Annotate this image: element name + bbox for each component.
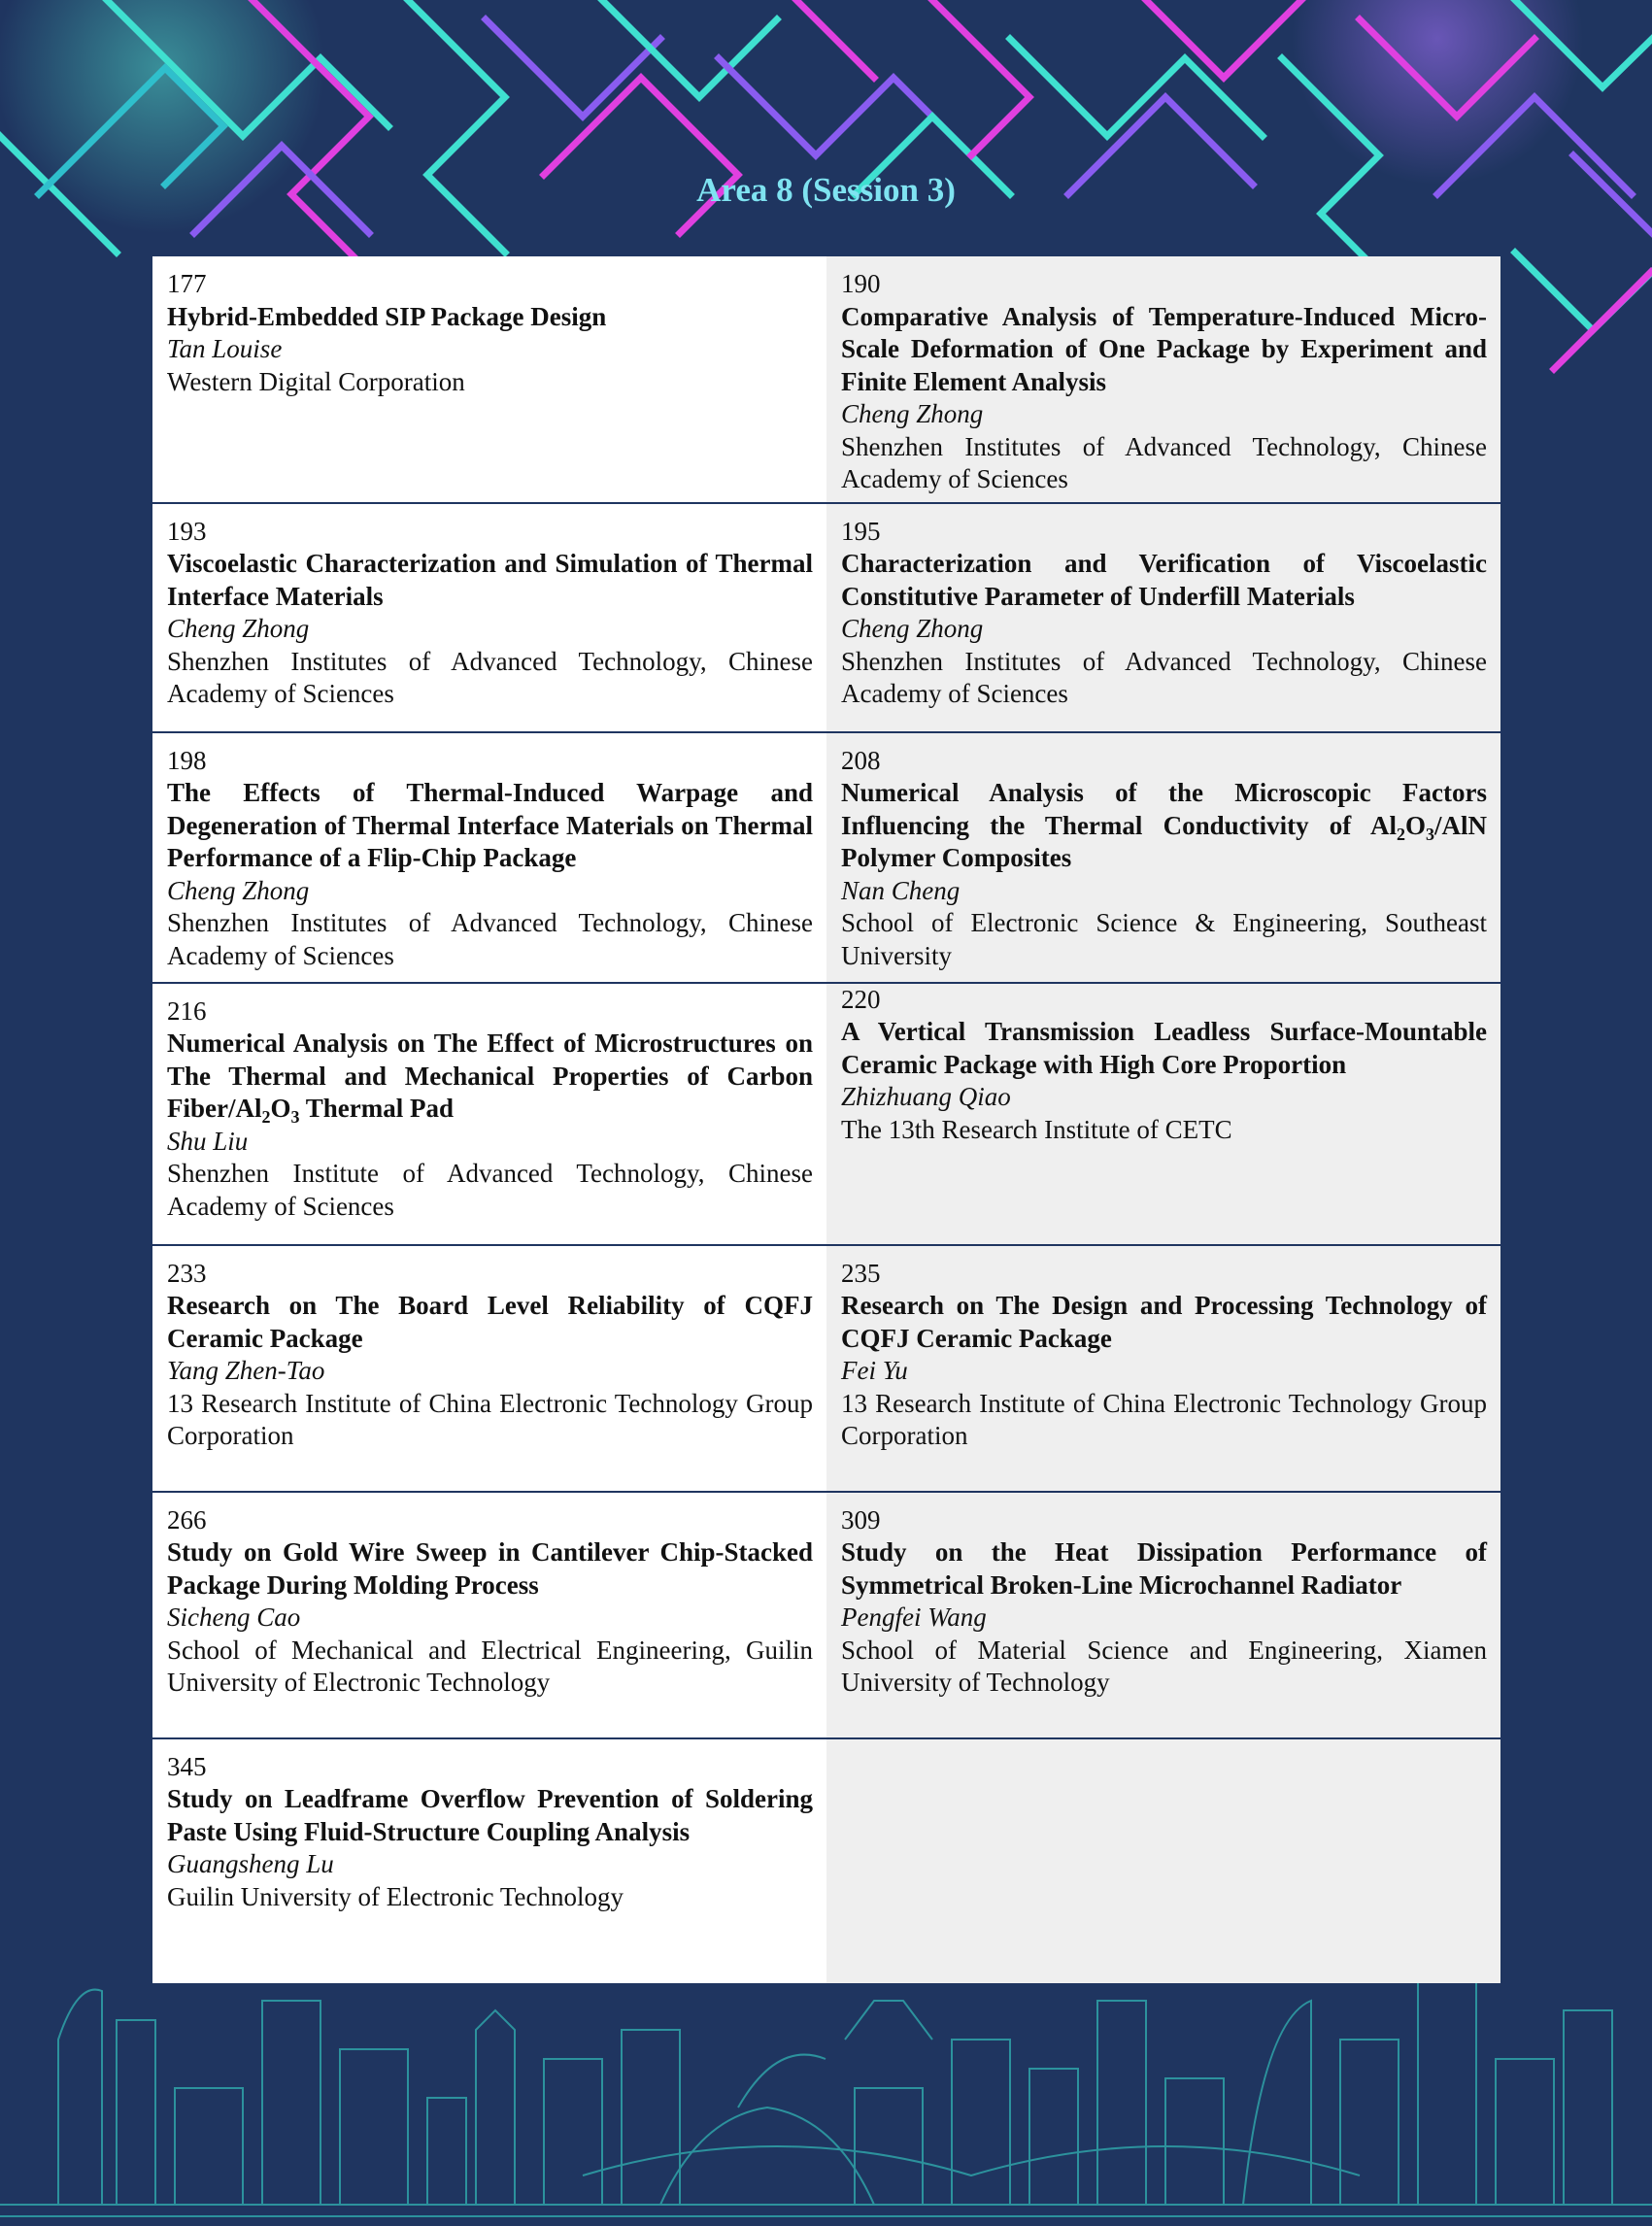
paper-affiliation: Shenzhen Institute of Advanced Technology, Chinese Academy of Sciences xyxy=(167,1159,813,1221)
paper-affiliation: 13 Research Institute of China Electronic Technology Group Corporation xyxy=(841,1388,1487,1450)
paper-id: 208 xyxy=(841,745,881,775)
paper-id: 198 xyxy=(167,745,207,775)
paper-title xyxy=(167,1028,813,1126)
paper-affiliation: Shenzhen Institutes of Advanced Technology, Chinese Academy of Sciences xyxy=(841,646,1487,708)
session-title: Area 8 (Session 3) xyxy=(696,171,956,209)
paper-author: Shu Liu xyxy=(167,1126,249,1156)
empty-cell xyxy=(826,1738,1500,1983)
subscript: 3 xyxy=(1426,824,1434,844)
paper-title: Comparative Analysis of Temperature-Induced Micro-Scale Deformation of One Package by Experiment and Finite Element Analysis xyxy=(841,301,1487,396)
paper-cell xyxy=(152,1492,826,1738)
paper-author: Yang Zhen-Tao xyxy=(167,1356,325,1385)
paper-id: 190 xyxy=(841,269,881,298)
paper-title: The Effects of Thermal-Induced Warpage and Degeneration of Thermal Interface Materials on Thermal Performance of a Flip-Chip Package xyxy=(167,778,813,872)
paper-affiliation: The 13th Research Institute of CETC xyxy=(841,1114,1232,1144)
paper-affiliation: School of Electronic Science & Engineering, Southeast University xyxy=(841,908,1487,970)
paper-affiliation: Shenzhen Institutes of Advanced Technology, Chinese Academy of Sciences xyxy=(167,646,813,708)
table-row xyxy=(152,983,1500,1245)
paper-cell xyxy=(152,1245,826,1492)
paper-cell xyxy=(826,1245,1500,1492)
paper-title: A Vertical Transmission Leadless Surface-Mountable Ceramic Package with High Core Proportion xyxy=(841,1017,1487,1079)
title-text: /AlN Polymer Composites xyxy=(841,810,1487,872)
subscript: 3 xyxy=(290,1107,300,1127)
paper-author: Cheng Zhong xyxy=(841,399,984,428)
paper-affiliation: School of Mechanical and Electrical Engineering, Guilin University of Electronic Technology xyxy=(167,1635,813,1697)
title-text: O xyxy=(1404,810,1426,840)
paper-table xyxy=(152,256,1500,1983)
table-row xyxy=(152,503,1500,732)
paper-author: Sicheng Cao xyxy=(167,1602,301,1632)
paper-author: Cheng Zhong xyxy=(167,875,310,905)
table-row xyxy=(152,256,1500,503)
paper-id: 266 xyxy=(167,1504,207,1535)
paper-affiliation: Shenzhen Institutes of Advanced Technology, Chinese Academy of Sciences xyxy=(167,908,813,970)
paper-cell xyxy=(152,983,826,1245)
paper-id: 216 xyxy=(167,995,207,1026)
table-row xyxy=(152,1245,1500,1492)
paper-title: Study on the Heat Dissipation Performance of Symmetrical Broken-Line Microchannel Radiator xyxy=(841,1537,1487,1600)
subscript: 2 xyxy=(1396,824,1405,844)
paper-author: Cheng Zhong xyxy=(167,614,310,643)
paper-affiliation: Western Digital Corporation xyxy=(167,366,465,396)
paper-affiliation: Guilin University of Electronic Technology xyxy=(167,1881,624,1911)
paper-cell xyxy=(826,256,1500,503)
paper-cell xyxy=(826,983,1500,1245)
table-row xyxy=(152,1492,1500,1738)
paper-author: Fei Yu xyxy=(841,1356,908,1385)
paper-id: 233 xyxy=(167,1258,207,1288)
paper-affiliation: Shenzhen Institutes of Advanced Technology, Chinese Academy of Sciences xyxy=(841,431,1487,493)
title-text: O xyxy=(270,1094,291,1123)
paper-id: 235 xyxy=(841,1258,881,1288)
table-row xyxy=(152,732,1500,983)
paper-title xyxy=(841,777,1487,875)
title-text: Numerical Analysis of the Microscopic Factors Influencing the Thermal Conductivity of Al xyxy=(841,778,1487,840)
title-text: Numerical Analysis on The Effect of Microstructures on The Thermal and Mechanical Properties of Carbon Fiber/Al xyxy=(167,1029,813,1123)
title-text: Thermal Pad xyxy=(299,1094,455,1123)
paper-title: Study on Gold Wire Sweep in Cantilever Chip-Stacked Package During Molding Process xyxy=(167,1537,813,1600)
paper-title: Research on The Design and Processing Technology of CQFJ Ceramic Package xyxy=(841,1291,1487,1353)
paper-affiliation: 13 Research Institute of China Electronic Technology Group Corporation xyxy=(167,1388,813,1450)
paper-cell xyxy=(152,1738,826,1983)
paper-cell xyxy=(826,1492,1500,1738)
paper-id: 309 xyxy=(841,1504,881,1535)
paper-author: Guangsheng Lu xyxy=(167,1849,334,1878)
paper-cell xyxy=(152,256,826,503)
subscript: 2 xyxy=(261,1107,271,1127)
paper-title: Viscoelastic Characterization and Simulation of Thermal Interface Materials xyxy=(167,549,813,611)
paper-title: Characterization and Verification of Viscoelastic Constitutive Parameter of Underfill Materials xyxy=(841,549,1487,611)
paper-author: Tan Louise xyxy=(167,334,283,363)
table-row xyxy=(152,1738,1500,1983)
paper-author: Pengfei Wang xyxy=(841,1602,987,1632)
paper-id: 193 xyxy=(167,516,207,546)
paper-author: Cheng Zhong xyxy=(841,614,984,643)
paper-title: Study on Leadframe Overflow Prevention of Soldering Paste Using Fluid-Structure Coupling Analysis xyxy=(167,1784,813,1846)
paper-id: 195 xyxy=(841,516,881,546)
paper-cell xyxy=(152,732,826,983)
paper-id: 220 xyxy=(841,984,881,1014)
paper-author: Zhizhuang Qiao xyxy=(841,1082,1011,1111)
paper-id: 177 xyxy=(167,269,207,298)
paper-cell xyxy=(826,732,1500,983)
paper-title: Hybrid-Embedded SIP Package Design xyxy=(167,301,607,331)
paper-author: Nan Cheng xyxy=(841,875,961,905)
paper-id: 345 xyxy=(167,1751,207,1781)
paper-affiliation: School of Material Science and Engineering, Xiamen University of Technology xyxy=(841,1635,1487,1697)
paper-cell xyxy=(826,503,1500,732)
paper-cell xyxy=(152,503,826,732)
paper-title: Research on The Board Level Reliability of CQFJ Ceramic Package xyxy=(167,1291,813,1353)
